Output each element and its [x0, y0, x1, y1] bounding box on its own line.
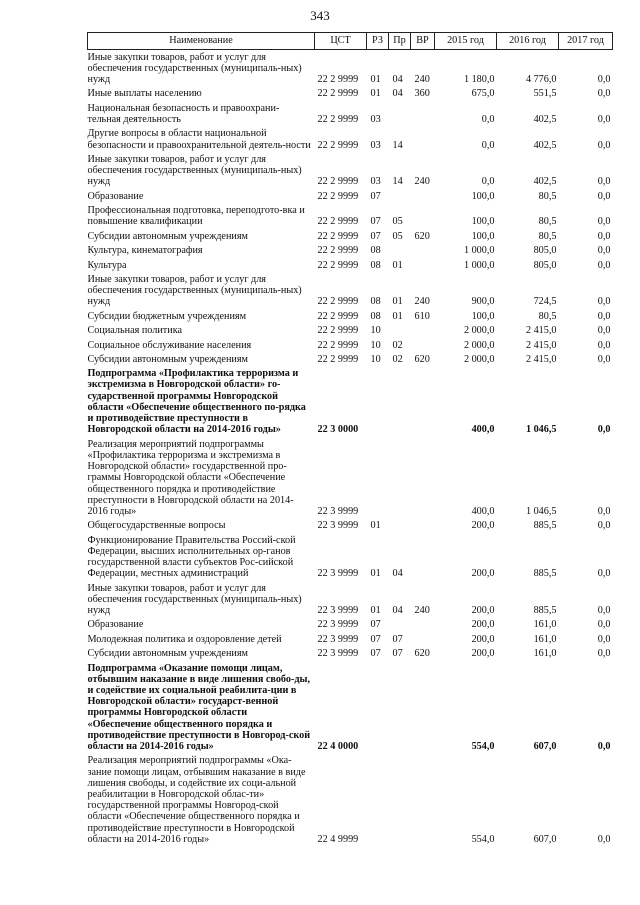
row-value-2015: 100,0 — [471, 230, 495, 242]
row-rz: 10 — [370, 339, 381, 351]
row-pr: 14 — [392, 176, 403, 188]
row-name: Подпрограмма «Оказание помощи лицам, отбывшим наказание в виде лишения свобо-ды, и содействие их социальной реабилита-ции в Новгородской области» государст-венной программы Новгородской области «Обеспечение общественного порядка и противодействие преступности в Новгород-ской области на 2014-2016 годы» — [87, 662, 311, 753]
table-row — [88, 352, 613, 366]
row-cst: 22 2 9999 — [317, 74, 359, 85]
row-rz: 01 — [370, 605, 381, 617]
row-cst: 22 2 9999 — [317, 190, 359, 202]
row-value-2016: 885,5 — [533, 520, 557, 532]
table-row — [88, 324, 613, 338]
row-value-2017: 0,0 — [597, 245, 611, 257]
row-pr: 01 — [392, 259, 403, 271]
header-cst: ЦСТ — [315, 33, 367, 50]
header-2016: 2016 год — [497, 33, 559, 50]
row-pr: 04 — [392, 568, 403, 580]
row-pr — [389, 244, 411, 258]
row-pr: 01 — [392, 310, 403, 322]
row-vr — [411, 754, 435, 847]
row-value-2017: 0,0 — [597, 325, 611, 337]
row-name: Иные закупки товаров, работ и услуг для обеспечения государственных (муниципаль-ных) нужд — [87, 582, 302, 617]
row-value-2017: 0,0 — [597, 605, 611, 617]
row-vr — [411, 189, 435, 203]
row-rz: 01 — [370, 88, 381, 100]
table-row — [88, 632, 613, 646]
row-value-2017: 0,0 — [597, 190, 611, 202]
row-cst: 22 4 9999 — [317, 833, 359, 845]
row-cst: 22 3 9999 — [317, 568, 359, 580]
row-rz: 10 — [370, 325, 381, 337]
row-cst: 22 2 9999 — [317, 113, 359, 125]
row-pr: 07 — [392, 633, 403, 645]
row-vr — [411, 244, 435, 258]
row-value-2016: 161,0 — [533, 633, 557, 645]
row-value-2017: 0,0 — [597, 310, 611, 322]
row-value-2017: 0,0 — [597, 259, 611, 271]
row-value-2015: 100,0 — [471, 310, 495, 322]
table-row — [88, 661, 613, 754]
row-cst: 22 3 9999 — [317, 605, 359, 617]
row-cst: 22 3 9999 — [317, 520, 359, 532]
row-name: Подпрограмма «Профилактика терроризма и экстремизма в Новгородской области» го-сударственной программы Новгородской области «Обеспечение общественного по-рядка и противодействие преступности в Новгородской области на 2014-2016 годы» — [87, 368, 306, 436]
row-value-2016: 80,5 — [538, 310, 557, 322]
row-value-2017: 0,0 — [597, 741, 611, 753]
row-rz: 07 — [370, 633, 381, 645]
row-pr — [389, 754, 411, 847]
row-name: Культура — [87, 259, 127, 271]
table-row — [88, 101, 613, 127]
row-value-2016: 80,5 — [538, 190, 557, 202]
row-value-2017: 0,0 — [597, 619, 611, 631]
row-pr: 04 — [392, 74, 403, 85]
row-value-2015: 2 000,0 — [463, 325, 495, 337]
row-name: Реализация мероприятий подпрограммы «Профилактика терроризма и экстремизма в Новгородской области» государственной про-граммы Новгородской области «Обеспечение общественного порядка и противодействие преступности в Новгородской области на 2014-2016 годы» — [87, 438, 294, 517]
row-value-2015: 2 000,0 — [463, 339, 495, 351]
row-value-2015: 1 180,0 — [463, 74, 495, 85]
row-rz: 08 — [370, 245, 381, 257]
row-value-2016: 551,5 — [533, 88, 557, 100]
row-pr: 14 — [392, 139, 403, 151]
row-vr — [411, 437, 435, 519]
header-pr: Пр — [389, 33, 411, 50]
row-value-2016: 2 415,0 — [525, 353, 557, 365]
table-row — [88, 309, 613, 323]
row-value-2016: 607,0 — [533, 833, 557, 845]
row-value-2017: 0,0 — [597, 74, 611, 85]
budget-table — [87, 32, 613, 847]
row-rz: 01 — [370, 74, 381, 85]
row-value-2015: 200,0 — [471, 605, 495, 617]
table-row — [88, 533, 613, 581]
row-value-2017: 0,0 — [597, 88, 611, 100]
row-value-2016: 402,5 — [533, 139, 557, 151]
table-row — [88, 437, 613, 519]
row-rz: 10 — [370, 353, 381, 365]
row-cst: 22 3 9999 — [317, 648, 359, 660]
row-rz — [367, 661, 389, 754]
row-cst: 22 2 9999 — [317, 230, 359, 242]
table-row — [88, 127, 613, 153]
row-name: Субсидии автономным учреждениям — [87, 648, 248, 660]
row-value-2016: 885,5 — [533, 568, 557, 580]
row-name: Образование — [87, 190, 144, 202]
row-value-2015: 0,0 — [481, 139, 495, 151]
row-value-2015: 0,0 — [481, 176, 495, 188]
row-value-2017: 0,0 — [597, 520, 611, 532]
row-value-2015: 200,0 — [471, 619, 495, 631]
row-value-2016: 805,0 — [533, 245, 557, 257]
row-name: Социальная политика — [87, 325, 183, 337]
row-value-2015: 200,0 — [471, 648, 495, 660]
row-value-2016: 161,0 — [533, 619, 557, 631]
row-value-2017: 0,0 — [597, 833, 611, 845]
row-rz: 08 — [370, 296, 381, 308]
row-value-2017: 0,0 — [597, 648, 611, 660]
row-rz: 01 — [370, 520, 381, 532]
row-pr — [389, 661, 411, 754]
row-rz — [367, 754, 389, 847]
row-vr — [411, 324, 435, 338]
table-row — [88, 338, 613, 352]
row-cst: 22 2 9999 — [317, 139, 359, 151]
row-value-2016: 402,5 — [533, 176, 557, 188]
header-2015: 2015 год — [435, 33, 497, 50]
row-vr: 240 — [414, 176, 430, 188]
row-cst: 22 3 0000 — [317, 424, 359, 436]
row-name: Иные выплаты населению — [87, 88, 202, 100]
row-cst: 22 2 9999 — [317, 310, 359, 322]
row-pr: 01 — [392, 296, 403, 308]
row-vr — [411, 519, 435, 533]
row-rz — [367, 367, 389, 437]
row-rz: 08 — [370, 259, 381, 271]
row-name: Культура, кинематография — [87, 245, 203, 257]
row-name: Субсидии автономным учреждениям — [87, 353, 248, 365]
header-2017: 2017 год — [559, 33, 613, 50]
row-value-2015: 100,0 — [471, 190, 495, 202]
row-value-2015: 200,0 — [471, 520, 495, 532]
row-cst: 22 2 9999 — [317, 339, 359, 351]
row-cst: 22 2 9999 — [317, 353, 359, 365]
row-vr — [411, 618, 435, 632]
row-vr — [411, 101, 435, 127]
row-vr: 360 — [414, 88, 430, 100]
table-body — [88, 50, 613, 847]
row-value-2015: 554,0 — [471, 741, 495, 753]
row-value-2017: 0,0 — [597, 176, 611, 188]
row-pr — [389, 324, 411, 338]
row-value-2017: 0,0 — [597, 230, 611, 242]
row-rz: 07 — [370, 190, 381, 202]
row-pr: 02 — [392, 339, 403, 351]
row-pr: 05 — [392, 230, 403, 242]
row-vr — [411, 204, 435, 230]
row-name: Иные закупки товаров, работ и услуг для обеспечения государственных (муниципаль-ных) нужд — [87, 153, 302, 188]
row-name: Иные закупки товаров, работ и услуг для обеспечения государственных (муниципаль-ных) нужд — [87, 51, 302, 85]
row-value-2015: 900,0 — [471, 296, 495, 308]
row-value-2015: 400,0 — [471, 424, 495, 436]
row-name: Реализация мероприятий подпрограммы «Ока-зание помощи лицам, отбывшим наказание в виде лишения свободы, и содействие их соци-альной реабилитации в Новгородской облас-ти» государственной программы Новгород-ской области «Обеспечение общественного порядка и противодействие преступности в Новгородской области на 2014-2016 годы» — [87, 755, 306, 845]
row-value-2015: 100,0 — [471, 216, 495, 228]
row-value-2015: 400,0 — [471, 505, 495, 517]
row-cst: 22 2 9999 — [317, 216, 359, 228]
row-value-2016: 402,5 — [533, 113, 557, 125]
row-value-2015: 200,0 — [471, 568, 495, 580]
row-rz: 07 — [370, 230, 381, 242]
table-row — [88, 229, 613, 243]
row-cst: 22 3 9999 — [317, 633, 359, 645]
row-vr: 620 — [414, 648, 430, 660]
row-rz: 07 — [370, 648, 381, 660]
row-value-2015: 200,0 — [471, 633, 495, 645]
row-cst: 22 2 9999 — [317, 296, 359, 308]
row-rz: 01 — [370, 568, 381, 580]
table-row — [88, 189, 613, 203]
row-value-2017: 0,0 — [597, 505, 611, 517]
row-vr — [411, 632, 435, 646]
row-vr — [411, 661, 435, 754]
row-cst: 22 2 9999 — [317, 245, 359, 257]
row-value-2017: 0,0 — [597, 339, 611, 351]
table-row — [88, 581, 613, 618]
row-vr — [411, 533, 435, 581]
row-vr — [411, 127, 435, 153]
row-cst: 22 4 0000 — [317, 741, 359, 753]
row-cst: 22 3 9999 — [317, 619, 359, 631]
row-pr: 04 — [392, 605, 403, 617]
row-rz: 03 — [370, 113, 381, 125]
row-pr — [389, 437, 411, 519]
row-vr: 610 — [414, 310, 430, 322]
row-name: Образование — [87, 619, 144, 631]
row-value-2016: 80,5 — [538, 230, 557, 242]
row-cst: 22 2 9999 — [317, 88, 359, 100]
table-row — [88, 367, 613, 437]
table-row — [88, 152, 613, 189]
table-row — [88, 618, 613, 632]
row-value-2015: 675,0 — [471, 88, 495, 100]
row-name: Функционирование Правительства Россий-ской Федерации, высших исполнительных ор-ганов государственной власти субъектов Рос-сийской Федерации, местных администраций — [87, 534, 296, 580]
row-vr: 620 — [414, 230, 430, 242]
row-pr: 05 — [392, 216, 403, 228]
row-name: Иные закупки товаров, работ и услуг для обеспечения государственных (муниципаль-ных) нужд — [87, 273, 302, 308]
row-value-2016: 161,0 — [533, 648, 557, 660]
header-rz: РЗ — [367, 33, 389, 50]
row-value-2017: 0,0 — [597, 633, 611, 645]
row-value-2015: 1 000,0 — [463, 259, 495, 271]
row-value-2016: 1 046,5 — [525, 505, 557, 517]
row-value-2015: 2 000,0 — [463, 353, 495, 365]
row-vr: 620 — [414, 353, 430, 365]
row-name: Профессиональная подготовка, переподгото-вка и повышение квалификации — [87, 205, 305, 228]
row-value-2016: 805,0 — [533, 259, 557, 271]
row-value-2016: 2 415,0 — [525, 339, 557, 351]
row-vr — [411, 367, 435, 437]
row-value-2016: 80,5 — [538, 216, 557, 228]
row-value-2015: 1 000,0 — [463, 245, 495, 257]
header-name: Наименование — [88, 33, 315, 50]
row-value-2016: 724,5 — [533, 296, 557, 308]
table-row — [88, 244, 613, 258]
row-value-2015: 554,0 — [471, 833, 495, 845]
row-value-2016: 4 776,0 — [525, 74, 557, 85]
row-value-2017: 0,0 — [597, 139, 611, 151]
row-value-2016: 2 415,0 — [525, 325, 557, 337]
header-vr: ВР — [411, 33, 435, 50]
row-value-2015: 0,0 — [481, 113, 495, 125]
row-value-2016: 885,5 — [533, 605, 557, 617]
table-row — [88, 272, 613, 309]
table-row — [88, 50, 613, 87]
row-rz — [367, 437, 389, 519]
row-rz: 08 — [370, 310, 381, 322]
row-value-2016: 607,0 — [533, 741, 557, 753]
row-value-2017: 0,0 — [597, 424, 611, 436]
row-cst: 22 2 9999 — [317, 259, 359, 271]
row-pr — [389, 189, 411, 203]
table-row — [88, 519, 613, 533]
table-row — [88, 258, 613, 272]
row-name: Другие вопросы в области национальной безопасности и правоохранительной деятель-ности — [87, 128, 311, 151]
row-name: Субсидии бюджетным учреждениям — [87, 310, 247, 322]
row-name: Социальное обслуживание населения — [87, 339, 252, 351]
row-rz: 03 — [370, 176, 381, 188]
row-rz: 07 — [370, 619, 381, 631]
row-name: Молодежная политика и оздоровление детей — [87, 633, 282, 645]
row-cst: 22 2 9999 — [317, 325, 359, 337]
row-value-2017: 0,0 — [597, 353, 611, 365]
row-pr — [389, 101, 411, 127]
row-pr — [389, 519, 411, 533]
page-number: 343 — [310, 8, 330, 23]
row-value-2017: 0,0 — [597, 296, 611, 308]
row-vr: 240 — [414, 605, 430, 617]
row-pr — [389, 367, 411, 437]
row-value-2017: 0,0 — [597, 568, 611, 580]
table-row — [88, 647, 613, 661]
table-row — [88, 204, 613, 230]
table-row — [88, 754, 613, 847]
row-pr: 02 — [392, 353, 403, 365]
row-vr: 240 — [414, 74, 430, 85]
row-name: Субсидии автономным учреждениям — [87, 230, 248, 242]
row-value-2016: 1 046,5 — [525, 424, 557, 436]
row-value-2017: 0,0 — [597, 113, 611, 125]
row-pr: 07 — [392, 648, 403, 660]
table-row — [88, 87, 613, 101]
row-cst: 22 3 9999 — [317, 505, 359, 517]
row-name: Национальная безопасность и правоохрани-тельная деятельность — [87, 102, 280, 125]
row-name: Общегосударственные вопросы — [87, 520, 226, 532]
row-cst: 22 2 9999 — [317, 176, 359, 188]
row-rz: 07 — [370, 216, 381, 228]
row-pr — [389, 618, 411, 632]
table-header-row — [88, 33, 613, 50]
row-vr — [411, 338, 435, 352]
row-value-2017: 0,0 — [597, 216, 611, 228]
row-vr — [411, 258, 435, 272]
row-rz: 03 — [370, 139, 381, 151]
row-vr: 240 — [414, 296, 430, 308]
row-pr: 04 — [392, 88, 403, 100]
